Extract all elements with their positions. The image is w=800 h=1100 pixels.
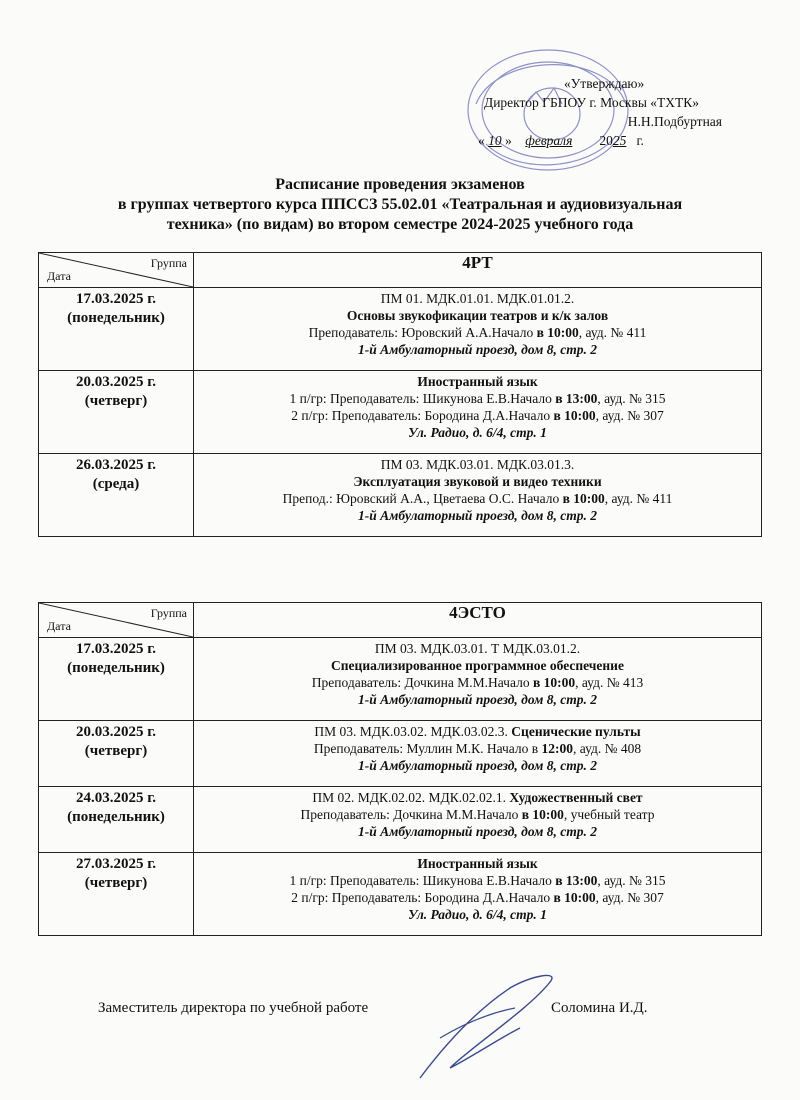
- footer-position: Заместитель директора по учебной работе: [98, 1000, 369, 1016]
- table-row: [39, 288, 762, 371]
- room-text: , ауд. № 413: [575, 675, 644, 690]
- schedule-table: [38, 252, 762, 537]
- exam-subject: Основы звукофикации театров и к/к залов: [346, 308, 609, 323]
- approval-day-close: »: [505, 133, 512, 148]
- title-line-3: техника» (по видам) во втором семестре 2024-2025 учебного года: [166, 216, 634, 233]
- exam-address: 1-й Амбулаторный проезд, дом 8, стр. 2: [358, 824, 597, 839]
- exam-date: 20.03.2025 г.: [75, 724, 157, 740]
- exam-date-cell: [39, 787, 194, 853]
- approval-heading: «Утверждаю»: [564, 76, 645, 91]
- corner-cell: [39, 253, 194, 288]
- room-text: , ауд. № 307: [595, 890, 664, 905]
- approval-day: 10: [488, 133, 502, 148]
- footer-name: Соломина И.Д.: [551, 1000, 648, 1016]
- teacher-text: Преподаватель: Юровский А.А.Начало: [308, 325, 537, 340]
- exam-info-cell: [194, 288, 762, 371]
- exam-address: 1-й Амбулаторный проезд, дом 8, стр. 2: [358, 342, 597, 357]
- approval-year: 25: [612, 133, 627, 148]
- exam-subject: Художественный свет: [509, 790, 643, 805]
- group-name: 4РТ: [194, 253, 762, 288]
- table-row: [39, 371, 762, 454]
- exam-teacher-line: [198, 390, 757, 407]
- exam-module: ПМ 03. МДК.03.01. МДК.03.01.3.: [380, 457, 575, 472]
- start-time: в 13:00: [555, 391, 598, 406]
- exam-date-cell: [39, 853, 194, 936]
- table-header-row: [39, 253, 762, 288]
- schedule-table: [38, 602, 762, 936]
- table-row: [39, 787, 762, 853]
- approval-position: Директор ГБПОУ г. Москвы «ТХТК»: [484, 95, 700, 110]
- exam-info-cell: [194, 787, 762, 853]
- document-title: [30, 175, 770, 235]
- teacher-text: 1 п/гр: Преподаватель: Шикунова Е.В.Начало: [289, 873, 556, 888]
- exam-date-cell: [39, 638, 194, 721]
- exam-date-cell: [39, 721, 194, 787]
- exam-module: ПМ 03. МДК.03.01. Т МДК.03.01.2.: [374, 641, 581, 656]
- table-row: [39, 454, 762, 537]
- exam-weekday: (четверг): [84, 875, 148, 891]
- start-time: в 10:00: [553, 408, 596, 423]
- exam-weekday: (понедельник): [67, 660, 165, 676]
- exam-module: ПМ 02. МДК.02.02. МДК.02.02.1.: [312, 790, 510, 805]
- corner-group-label: Группа: [150, 256, 187, 270]
- room-text: , ауд. № 307: [595, 408, 664, 423]
- approval-name: Н.Н.Подбуртная: [627, 114, 722, 129]
- exam-teacher-line: [198, 407, 757, 424]
- table-row: [39, 638, 762, 721]
- exam-address: 1-й Амбулаторный проезд, дом 8, стр. 2: [358, 692, 597, 707]
- teacher-text: 1 п/гр: Преподаватель: Шикунова Е.В.Начало: [289, 391, 556, 406]
- group-name: 4ЭСТО: [194, 603, 762, 638]
- start-time: в 13:00: [555, 873, 598, 888]
- exam-subject: Сценические пульты: [511, 724, 641, 739]
- exam-address: Ул. Радио, д. 6/4, стр. 1: [408, 425, 547, 440]
- corner-date-label: Дата: [47, 269, 71, 283]
- exam-date: 17.03.2025 г.: [75, 291, 157, 307]
- teacher-text: Препод.: Юровский А.А., Цветаева О.С. Начало: [282, 491, 563, 506]
- start-time: в 10:00: [553, 890, 596, 905]
- exam-subject: Иностранный язык: [417, 374, 538, 389]
- table-header-row: [39, 603, 762, 638]
- exam-teacher-line: [198, 806, 757, 823]
- table-row: [39, 853, 762, 936]
- start-time: в 10:00: [562, 491, 605, 506]
- table-row: [39, 721, 762, 787]
- exam-date-cell: [39, 288, 194, 371]
- corner-date-label: Дата: [47, 619, 71, 633]
- exam-weekday: (четверг): [84, 743, 148, 759]
- exam-weekday: (четверг): [84, 393, 148, 409]
- exam-teacher-line: [198, 889, 757, 906]
- teacher-text: Преподаватель: Дочкина М.М.Начало: [300, 807, 522, 822]
- exam-date-cell: [39, 454, 194, 537]
- exam-teacher-line: [198, 674, 757, 691]
- exam-weekday: (среда): [92, 476, 140, 492]
- exam-teacher-line: [198, 324, 757, 341]
- approval-year-suffix: г.: [636, 133, 644, 148]
- teacher-text: Преподаватель: Муллин М.К. Начало в: [313, 741, 542, 756]
- exam-teacher-line: [198, 740, 757, 757]
- approval-day-open: «: [478, 133, 485, 148]
- exam-date: 17.03.2025 г.: [75, 641, 157, 657]
- exam-subject: Специализированное программное обеспечение: [331, 658, 624, 673]
- exam-teacher-line: [198, 872, 757, 889]
- room-text: , ауд. № 411: [604, 491, 673, 506]
- approval-month: февраля: [525, 133, 573, 148]
- approval-block: [478, 74, 728, 150]
- exam-date: 20.03.2025 г.: [75, 374, 157, 390]
- exam-address: Ул. Радио, д. 6/4, стр. 1: [408, 907, 547, 922]
- corner-cell: [39, 603, 194, 638]
- exam-weekday: (понедельник): [67, 809, 165, 825]
- approval-date: [478, 131, 728, 150]
- exam-subject: Эксплуатация звуковой и видео техники: [353, 474, 602, 489]
- exam-address: 1-й Амбулаторный проезд, дом 8, стр. 2: [358, 758, 597, 773]
- start-time: в 10:00: [532, 675, 576, 690]
- start-time: в 10:00: [536, 325, 579, 340]
- exam-info-cell: [194, 638, 762, 721]
- title-line-1: Расписание проведения экзаменов: [275, 176, 525, 193]
- exam-date: 26.03.2025 г.: [75, 457, 157, 473]
- start-time: 12:00: [541, 741, 574, 756]
- room-text: , учебный театр: [563, 807, 655, 822]
- room-text: , ауд. № 315: [597, 391, 666, 406]
- exam-subject: Иностранный язык: [417, 856, 538, 871]
- title-line-2: в группах четвертого курса ППССЗ 55.02.01 «Театральная и аудиовизуальная: [117, 196, 683, 213]
- exam-weekday: (понедельник): [67, 310, 165, 326]
- exam-module: ПМ 01. МДК.01.01. МДК.01.01.2.: [380, 291, 575, 306]
- room-text: , ауд. № 408: [573, 741, 642, 756]
- teacher-text: 2 п/гр: Преподаватель: Бородина Д.А.Начало: [291, 408, 554, 423]
- signature: [410, 968, 570, 1088]
- exam-info-cell: [194, 371, 762, 454]
- exam-address: 1-й Амбулаторный проезд, дом 8, стр. 2: [358, 508, 597, 523]
- teacher-text: Преподаватель: Дочкина М.М.Начало: [311, 675, 533, 690]
- exam-teacher-line: [198, 490, 757, 507]
- exam-date: 24.03.2025 г.: [75, 790, 157, 806]
- approval-year-prefix: 20: [599, 133, 613, 148]
- teacher-text: 2 п/гр: Преподаватель: Бородина Д.А.Начало: [291, 890, 554, 905]
- start-time: в 10:00: [521, 807, 564, 822]
- exam-info-cell: [194, 721, 762, 787]
- exam-info-cell: [194, 853, 762, 936]
- room-text: , ауд. № 411: [578, 325, 647, 340]
- exam-info-cell: [194, 454, 762, 537]
- exam-date: 27.03.2025 г.: [75, 856, 157, 872]
- exam-module: ПМ 03. МДК.03.02. МДК.03.02.3.: [314, 724, 512, 739]
- corner-group-label: Группа: [150, 606, 187, 620]
- room-text: , ауд. № 315: [597, 873, 666, 888]
- exam-date-cell: [39, 371, 194, 454]
